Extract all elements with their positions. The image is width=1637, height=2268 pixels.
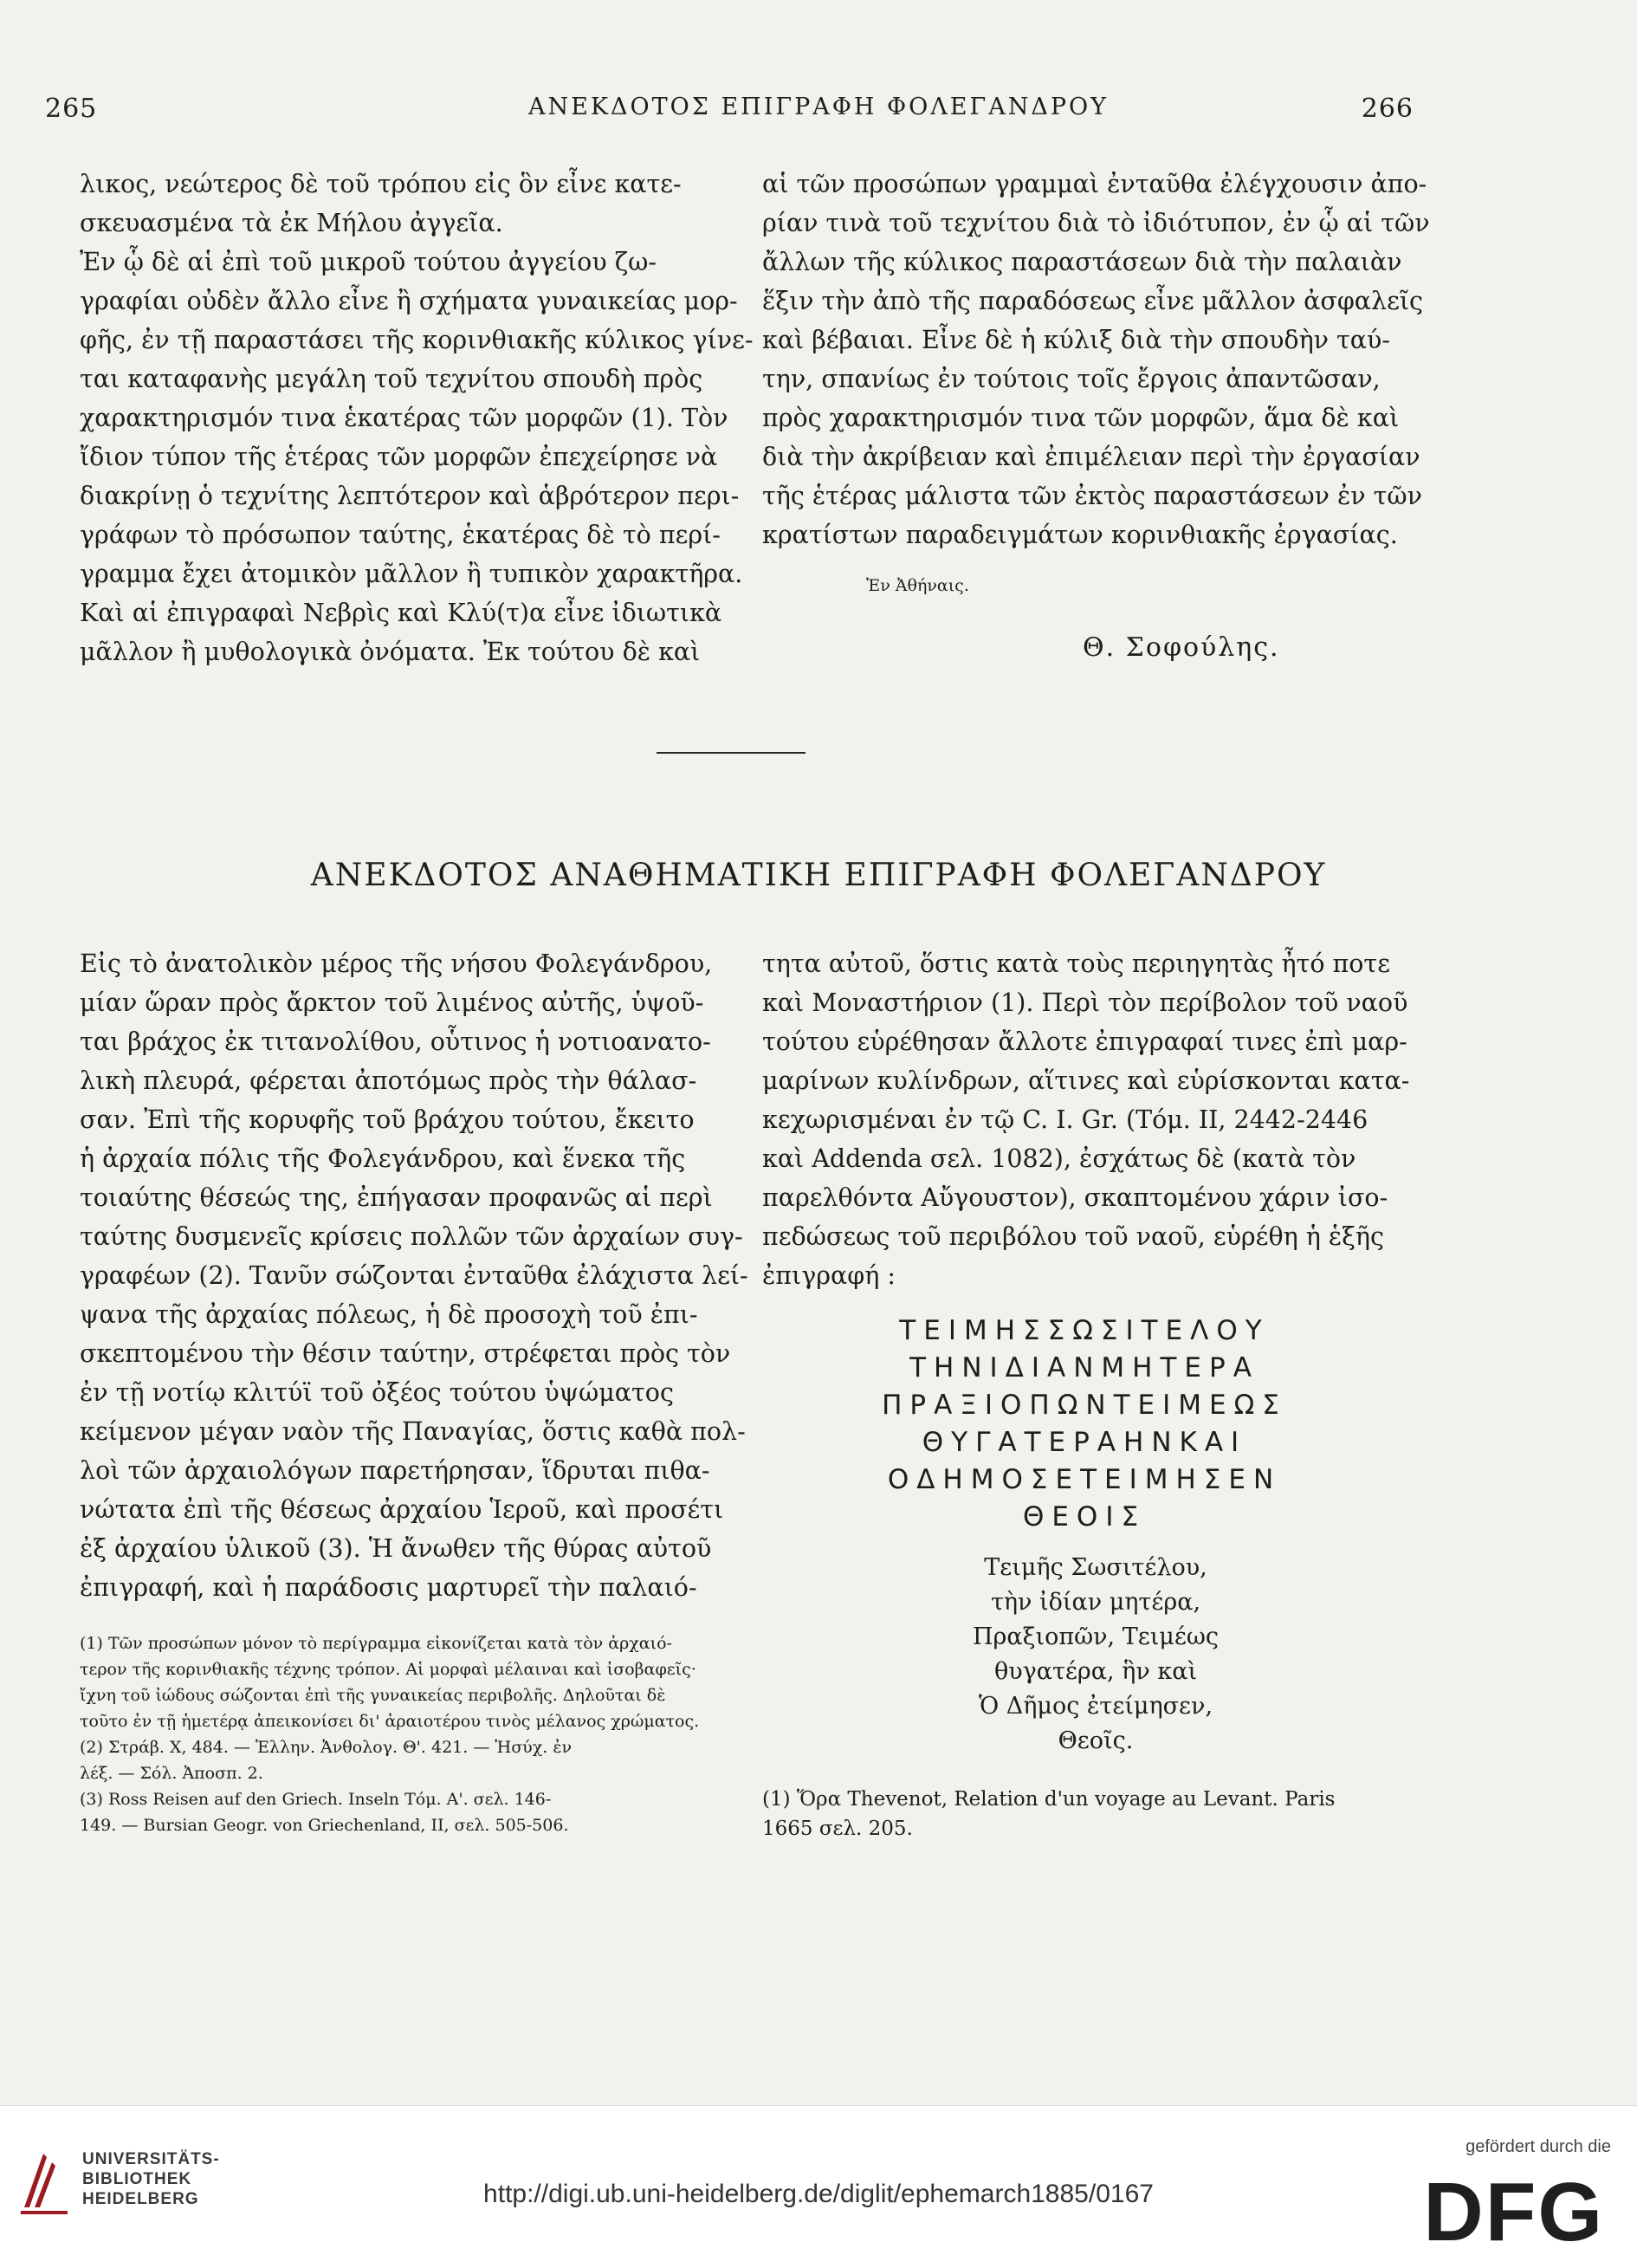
text-line: γραφίαι οὐδὲν ἄλλο εἶνε ἢ σχήματα γυναικείας μορ-	[80, 287, 738, 315]
inscription-line: ΠΡΑΞΙΟΠΩΝΤΕΙΜΕΩΣ	[882, 1390, 1287, 1421]
bottom-right-column	[762, 944, 1410, 1295]
footnote-line: (1) Ὅρα Thevenot, Relation d'un voyage au Levant. Paris	[762, 1788, 1336, 1811]
text-line: αἱ τῶν προσώπων γραμμαὶ ἐνταῦθα ἐλέγχουσιν ἀπο-	[762, 170, 1427, 198]
text-line: φῆς, ἐν τῇ παραστάσει τῆς κορινθιακῆς κύλικος γίνε-	[80, 326, 754, 354]
library-name-line: HEIDELBERG	[82, 2190, 199, 2208]
text-line: μαρίνων κυλίνδρων, αἵτινες καὶ εὑρίσκονται κατα-	[762, 1066, 1410, 1095]
footnote-line: (3) Ross Reisen auf den Griech. Inseln Τόμ. Α'. σελ. 146-	[80, 1790, 552, 1809]
source-url[interactable]: http://digi.ub.uni-heidelberg.de/diglit/ephemarch1885/0167	[483, 2180, 1154, 2208]
inscription-line: ΘΕΟΙΣ	[1022, 1501, 1147, 1533]
text-line: ρίαν τινὰ τοῦ τεχνίτου διὰ τὸ ἰδιότυπον, ἐν ᾧ αἱ τῶν	[762, 209, 1430, 237]
text-line: μίαν ὥραν πρὸς ἄρκτον τοῦ λιμένος αὐτῆς, ὑψοῦ-	[80, 988, 704, 1017]
page-number-left: 265	[45, 94, 98, 124]
inscription-line: ΘΥΓΑΤΕΡΑΗΝΚΑΙ	[922, 1427, 1247, 1458]
inscription-block	[833, 1312, 1336, 1536]
transcription-line: τὴν ἰδίαν μητέρα,	[990, 1589, 1201, 1616]
text-line: λοὶ τῶν ἀρχαιολόγων παρετήρησαν, ἵδρυται πιθα-	[80, 1456, 710, 1485]
footnote-line: (1) Τῶν προσώπων μόνον τὸ περίγραμμα εἰκονίζεται κατὰ τὸν ἀρχαιό-	[80, 1634, 672, 1653]
text-line: χαρακτηρισμόν τινα ἑκατέρας τῶν μορφῶν (1). Τὸν	[80, 404, 728, 432]
footnote-line: ἴχνη τοῦ ἰώδους σώζονται ἐπὶ τῆς γυναικείας περιβολῆς. Δηλοῦται δὲ	[80, 1686, 666, 1705]
top-right-column	[762, 165, 1430, 554]
text-line: τοιαύτης θέσεώς της, ἐπήγασαν προφανῶς αἱ περὶ	[80, 1183, 713, 1212]
text-line: ἴδιον τύπον τῆς ἑτέρας τῶν μορφῶν ἐπεχείρησε νὰ	[80, 443, 718, 471]
inscription-line: ΤΗΝΙΔΙΑΝΜΗΤΕΡΑ	[909, 1352, 1259, 1383]
text-line: λικος, νεώτερος δὲ τοῦ τρόπου εἰς ὃν εἶνε κατε-	[80, 170, 682, 198]
page-number-right: 266	[1361, 94, 1414, 124]
transcription-line: Θεοῖς.	[1058, 1727, 1134, 1754]
text-line: γραφέων (2). Τανῦν σώζονται ἐνταῦθα ἐλάχιστα λεί-	[80, 1261, 748, 1290]
footnote-line: τοῦτο ἐν τῇ ἡμετέρᾳ ἀπεικονίσει δι' ἀραιοτέρου τινὸς μέλανος χρώματος.	[80, 1712, 700, 1731]
text-line: τητα αὐτοῦ, ὅστις κατὰ τοὺς περιηγητὰς ἦτό ποτε	[762, 949, 1390, 978]
text-line: ψανα τῆς ἀρχαίας πόλεως, ἡ δὲ προσοχὴ τοῦ ἐπι-	[80, 1300, 698, 1329]
text-line: ἄλλων τῆς κύλικος παραστάσεων διὰ τὴν παλαιὰν	[762, 248, 1402, 276]
library-name-line: BIBLIOTHEK	[82, 2170, 192, 2188]
text-line: ται βράχος ἐκ τιτανολίθου, οὗτινος ἡ νοτιοανατο-	[80, 1027, 711, 1056]
text-line: σκεπτομένου τὴν θέσιν ταύτην, στρέφεται πρὸς τὸν	[80, 1339, 731, 1368]
transcription-line: Τειμῆς Σωσιτέλου,	[984, 1554, 1207, 1581]
transcription-line: Ὁ Δῆμος ἐτείμησεν,	[978, 1693, 1213, 1720]
footnotes-right	[762, 1785, 1403, 1844]
library-name-line: UNIVERSITÄTS-	[82, 2150, 220, 2168]
text-line: νώτατα ἐπὶ τῆς θέσεως ἀρχαίου Ἱεροῦ, καὶ προσέτι	[80, 1495, 724, 1524]
text-line: σκευασμένα τὰ ἐκ Μήλου ἀγγεῖα.	[80, 209, 503, 237]
text-line: λικὴ πλευρά, φέρεται ἀποτόμως πρὸς τὴν θάλασ-	[80, 1066, 697, 1095]
text-line: Καὶ αἱ ἐπιγραφαὶ Νεβρὶς καὶ Κλύ(τ)α εἶνε ἰδιωτικὰ	[80, 599, 722, 627]
text-line: ἐπιγραφή, καὶ ἡ παράδοσις μαρτυρεῖ τὴν παλαιό-	[80, 1573, 697, 1602]
footnote-line: λέξ. — Σόλ. Ἀποσπ. 2.	[80, 1764, 263, 1783]
text-line: κεχωρισμέναι ἐν τῷ C. I. Gr. (Τόμ. II, 2442-2446	[762, 1105, 1368, 1134]
text-line: ταύτης δυσμενεῖς κρίσεις πολλῶν τῶν ἀρχαίων συγ-	[80, 1222, 743, 1251]
text-line: καὶ Addenda σελ. 1082), ἐσχάτως δὲ (κατὰ τὸν	[762, 1144, 1356, 1173]
text-line: καὶ βέβαιαι. Εἶνε δὲ ἡ κύλιξ διὰ τὴν σπουδὴν ταύ-	[762, 326, 1390, 354]
text-line: ἐξ ἀρχαίου ὑλικοῦ (3). Ἡ ἄνωθεν τῆς θύρας αὐτοῦ	[80, 1534, 712, 1563]
inscription-line: ΟΔΗΜΟΣΕΤΕΙΜΗΣΕΝ	[887, 1464, 1282, 1495]
text-line: Ἐν ᾧ δὲ αἱ ἐπὶ τοῦ μικροῦ τούτου ἀγγείου ζω-	[80, 248, 657, 276]
bottom-left-column	[80, 944, 748, 1607]
text-line: ται καταφανὴς μεγάλη τοῦ τεχνίτου σπουδὴ πρὸς	[80, 365, 703, 393]
text-line: ἕξιν τὴν ἀπὸ τῆς παραδόσεως εἶνε μᾶλλον ἀσφαλεῖς	[762, 287, 1424, 315]
text-line: την, σπανίως ἐν τούτοις τοῖς ἔργοις ἀπαντῶσαν,	[762, 365, 1381, 393]
top-left-column	[80, 165, 754, 671]
author-signature: Θ. Σοφούλης.	[1083, 632, 1280, 663]
dfg-logo: DFG	[1423, 2166, 1604, 2258]
text-line: διακρίνῃ ὁ τεχνίτης λεπτότερον καὶ ἁβρότερον περι-	[80, 482, 740, 510]
text-line: πρὸς χαρακτηρισμόν τινα τῶν μορφῶν, ἅμα δὲ καὶ	[762, 404, 1400, 432]
footer-bar	[0, 2105, 1637, 2268]
text-line: ἐν τῇ νοτίῳ κλιτύϊ τοῦ ὀξέος τούτου ὑψώματος	[80, 1378, 674, 1407]
inscription-line: ΤΕΙΜΗΣΣΩΣΙΤΕΛΟΥ	[899, 1315, 1270, 1346]
transcription-block	[927, 1551, 1265, 1759]
text-line: γράφων τὸ πρόσωπον ταύτης, ἑκατέρας δὲ τὸ περί-	[80, 521, 721, 549]
transcription-line: θυγατέρα, ἣν καὶ	[993, 1658, 1198, 1685]
footnote-line: 1665 σελ. 205.	[762, 1818, 913, 1840]
text-line: τῆς ἑτέρας μάλιστα τῶν ἐκτὸς παραστάσεων ἐν τῶν	[762, 482, 1422, 510]
footnote-line: τερον τῆς κορινθιακῆς τέχνης τρόπον. Αἱ μορφαὶ μέλαιναι καὶ ἰσοβαφεῖς·	[80, 1660, 696, 1679]
text-line: πεδώσεως τοῦ περιβόλου τοῦ ναοῦ, εὑρέθη ἡ ἑξῆς	[762, 1222, 1384, 1251]
footnote-line: 149. — Bursian Geogr. von Griechenland, II, σελ. 505-506.	[80, 1816, 569, 1835]
footnote-line: (2) Στράβ. X, 484. — Ἑλλην. Ἀνθολογ. Θ'. 421. — Ἡσύχ. ἐν	[80, 1738, 573, 1757]
text-line: γραμμα ἔχει ἀτομικὸν μᾶλλον ἢ τυπικὸν χαρακτῆρα.	[80, 560, 743, 588]
text-line: μᾶλλον ἢ μυθολογικὰ ὀνόματα. Ἐκ τούτου δὲ καὶ	[80, 638, 701, 666]
text-line: κρατίστων παραδειγμάτων κορινθιακῆς ἐργασίας.	[762, 521, 1398, 549]
running-title: ΑΝΕΚΔΟΤΟΣ ΕΠΙΓΡΑΦΗ ΦΟΛΕΓΑΝΔΡΟΥ	[528, 94, 1109, 120]
text-line: παρελθόντα Αὔγουστον), σκαπτομένου χάριν ἰσο-	[762, 1183, 1388, 1212]
section-title: ΑΝΕΚΔΟΤΟΣ ΑΝΑΘΗΜΑΤΙΚΗ ΕΠΙΓΡΑΦΗ ΦΟΛΕΓΑΝΔΡΟΥ	[310, 858, 1327, 893]
text-line: Εἰς τὸ ἀνατολικὸν μέρος τῆς νήσου Φολεγάνδρου,	[80, 949, 713, 978]
text-line: καὶ Μοναστήριον (1). Περὶ τὸν περίβολον τοῦ ναοῦ	[762, 988, 1408, 1017]
place-line: Ἐν Ἀθήναις.	[866, 576, 969, 595]
text-line: ἡ ἀρχαία πόλις τῆς Φολεγάνδρου, καὶ ἕνεκα τῆς	[80, 1144, 686, 1173]
footnotes-left	[80, 1630, 712, 1838]
text-line: τούτου εὑρέθησαν ἄλλοτε ἐπιγραφαί τινες ἐπὶ μαρ-	[762, 1027, 1407, 1056]
text-line: κείμενον μέγαν ναὸν τῆς Παναγίας, ὅστις καθὰ πολ-	[80, 1417, 746, 1446]
text-line: ἐπιγραφή :	[762, 1261, 896, 1290]
text-line: διὰ τὴν ἀκρίβειαν καὶ ἐπιμέλειαν περὶ τὴν ἐργασίαν	[762, 443, 1420, 471]
text-line: σαν. Ἐπὶ τῆς κορυφῆς τοῦ βράχου τούτου, ἔκειτο	[80, 1105, 695, 1134]
section-divider	[657, 752, 806, 754]
transcription-line: Πραξιοπῶν, Τειμέως	[973, 1623, 1219, 1650]
funded-by-label: gefördert durch die	[1466, 2137, 1611, 2156]
